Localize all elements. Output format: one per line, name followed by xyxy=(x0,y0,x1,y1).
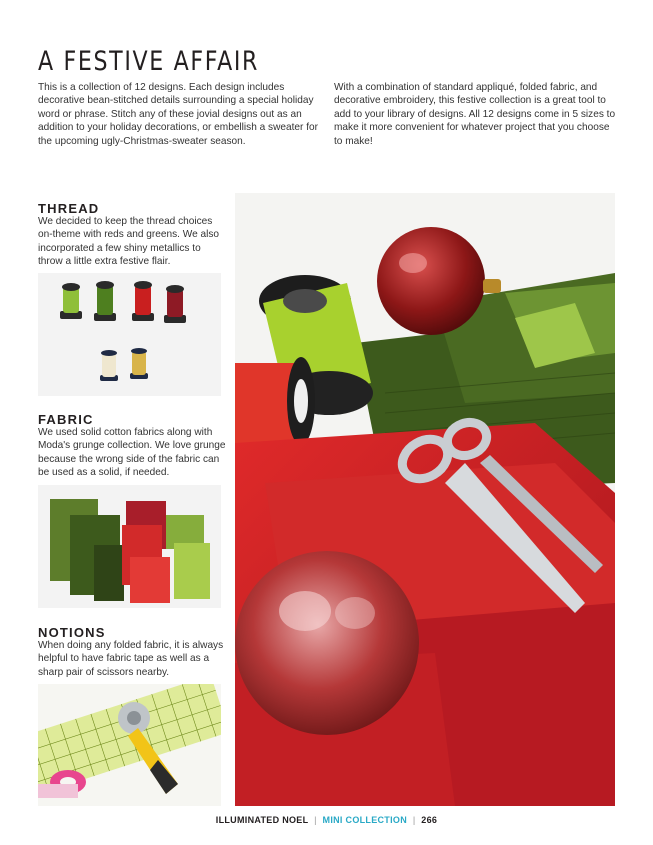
footer-collection: MINI COLLECTION xyxy=(322,815,408,825)
fabric-text: We used solid cotton fabrics along with Moda's grunge collection. We love grunge because the wrong side of the fabric can be used as a solid, if needed. xyxy=(38,427,226,479)
intro-right-paragraph: With a combination of standard appliqué, folded fabric, and decorative embroidery, this festive collection is a great tool to add to your library of designs. All 12 designs come in 5 sizes to make it more convenient for whatever project that you choose to make! xyxy=(334,82,616,147)
notions-heading: NOTIONS xyxy=(38,625,106,640)
page-title: A FESTIVE AFFAIR xyxy=(38,46,260,77)
footer-page-number: 266 xyxy=(421,815,438,825)
notions-photo xyxy=(38,684,221,806)
footer-separator: | xyxy=(314,815,317,825)
fabric-photo xyxy=(38,485,221,608)
page-footer xyxy=(0,815,653,825)
thread-heading: THREAD xyxy=(38,201,100,216)
footer-book-title: ILLUMINATED NOEL xyxy=(215,815,309,825)
thread-photo xyxy=(38,273,221,396)
footer-separator-2: | xyxy=(412,815,416,825)
thread-text: We decided to keep the thread choices on-theme with reds and greens. We also incorporated a few shiny metallics to throw a little extra festive flair. xyxy=(38,216,220,268)
feature-photo xyxy=(235,193,615,806)
fabric-heading: FABRIC xyxy=(38,412,94,427)
intro-left-paragraph: This is a collection of 12 designs. Each design includes decorative bean-stitched details surrounding a special holiday word or phrase. Stitch any of these jovial designs out as an addition to your holiday decorations, or embellish a sweater for the upcoming ugly-Christmas-sweater season. xyxy=(38,82,318,147)
notions-text: When doing any folded fabric, it is always helpful to have fabric tape as well as a sharp pair of scissors nearby. xyxy=(38,640,224,678)
